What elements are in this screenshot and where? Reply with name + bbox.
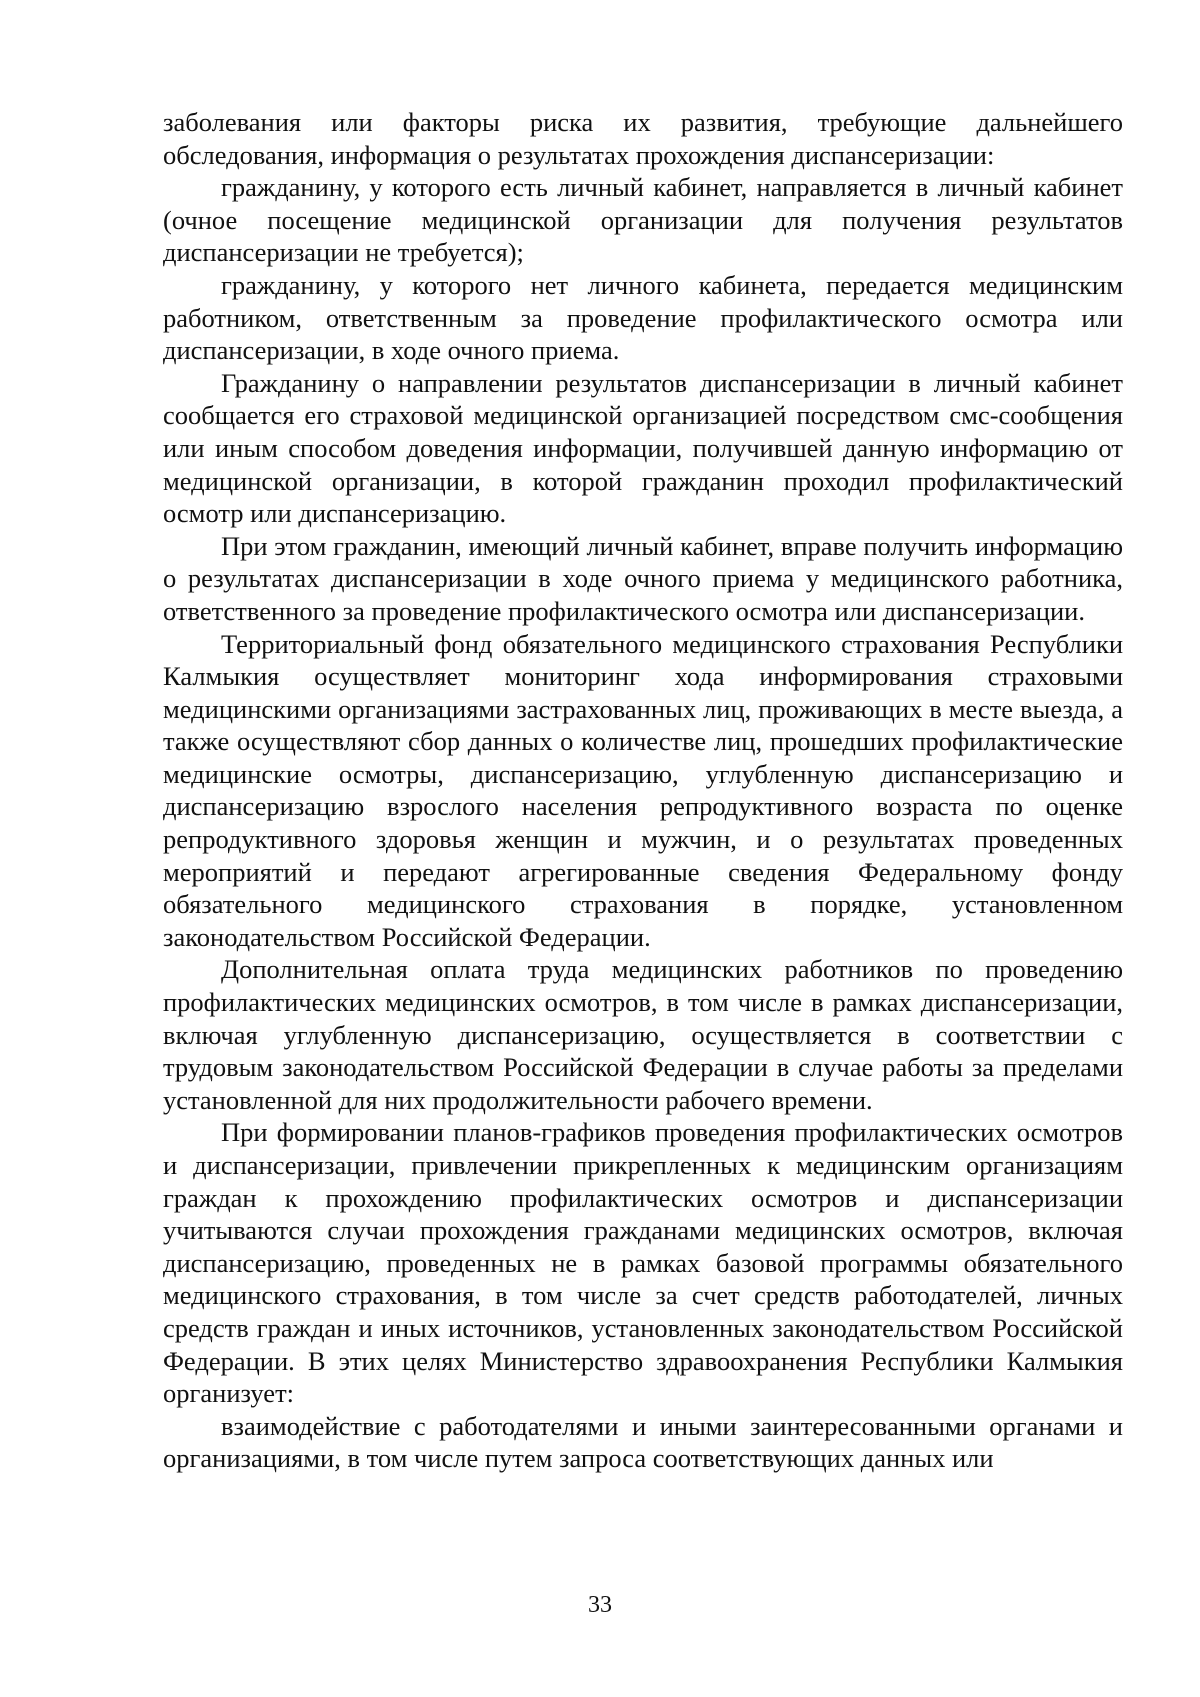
paragraph-3: гражданину, у которого нет личного кабинета, передается медицинским работником, ответственным за проведение профилактического осмотра или диспансеризации, в ходе очного приема. xyxy=(163,269,1123,366)
page-number: 33 xyxy=(588,1592,612,1618)
paragraph-5: При этом гражданин, имеющий личный кабинет, вправе получить информацию о результатах диспансеризации в ходе очного приема у медицинского работника, ответственного за проведение профилактического осмотра или диспансеризации. xyxy=(163,530,1123,626)
document-body xyxy=(163,106,1123,1475)
paragraph-4: Гражданину о направлении результатов диспансеризации в личный кабинет сообщается его страховой медицинской организацией посредством смс-сообщения или иным способом доведения информации, получившей данную информацию от медицинской организации, в которой гражданин проходил профилактический осмотр или диспансеризацию. xyxy=(163,367,1123,529)
paragraph-1: заболевания или факторы риска их развития, требующие дальнейшего обследования, информация о результатах прохождения диспансеризации: xyxy=(163,107,1123,170)
paragraph-2: гражданину, у которого есть личный кабинет, направляется в личный кабинет (очное посещение медицинской организации для получения результатов диспансеризации не требуется); xyxy=(163,172,1123,268)
paragraph-9: взаимодействие с работодателями и иными заинтересованными органами и организациями, в том числе путем запроса соответствующих данных или xyxy=(163,1410,1123,1474)
paragraph-6: Территориальный фонд обязательного медицинского страхования Республики Калмыкия осуществляет мониторинг хода информирования страховыми медицинскими организациями застрахованных лиц, проживающих в месте выезда, а также осуществляют сбор данных о количестве лиц, прошедших профилактические медицинские осмотры, диспансеризацию, углубленную диспансеризацию и диспансеризацию взрослого населения репродуктивного возраста по оценке репродуктивного здоровья женщин и мужчин, и о результатах проведенных мероприятий и передают агрегированные сведения Федеральному фонду обязательного медицинского страхования в порядке, установленном законодательством Российской Федерации. xyxy=(163,628,1123,952)
paragraph-8: При формировании планов-графиков проведения профилактических осмотров и диспансеризации, привлечении прикрепленных к медицинским организациям граждан к прохождению профилактических осмотров и диспансеризации учитываются случаи прохождения гражданами медицинских осмотров, включая диспансеризацию, проведенных не в рамках базовой программы обязательного медицинского страхования, в том числе за счет средств работодателей, личных средств граждан и иных источников, установленных законодательством Российской Федерации. В этих целях Министерство здравоохранения Республики Калмыкия организует: xyxy=(163,1117,1123,1409)
paragraph-7: Дополнительная оплата труда медицинских работников по проведению профилактических медицинских осмотров, в том числе в рамках диспансеризации, включая углубленную диспансеризацию, осуществляется в соответствии с трудовым законодательством Российской Федерации в случае работы за пределами установленной для них продолжительности рабочего времени. xyxy=(163,954,1123,1115)
